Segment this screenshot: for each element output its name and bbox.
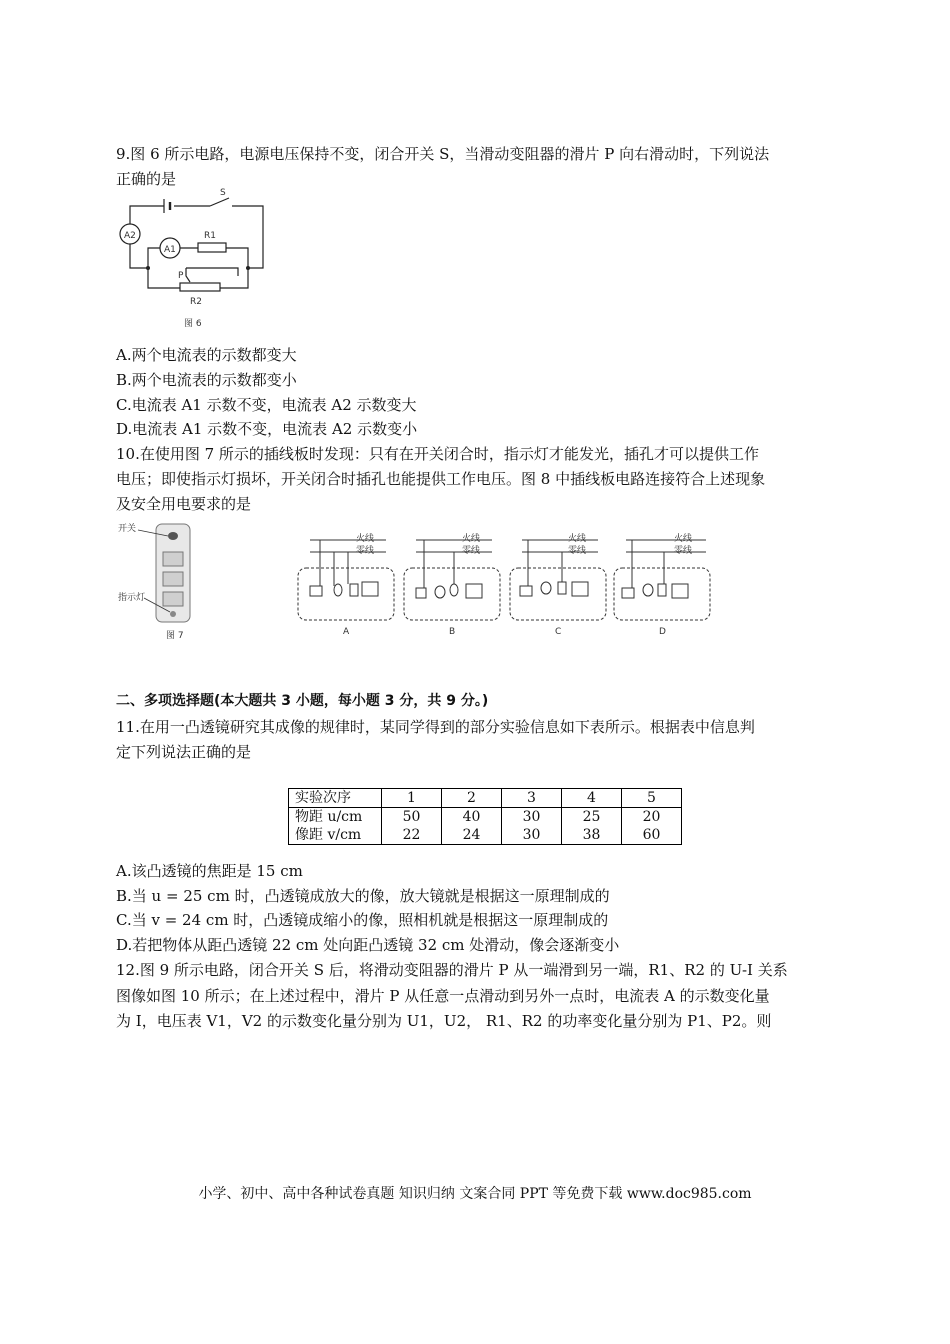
live-wire-label-a: 火线 bbox=[356, 534, 375, 544]
q11-option-d: D.若把物体从距凸透镜 22 cm 处向距凸透镜 32 cm 处滑动，像会逐渐变小 bbox=[116, 936, 620, 954]
table-row bbox=[289, 808, 682, 827]
q9-text-line2: 正确的是 bbox=[116, 170, 177, 188]
table-cell: 30 bbox=[502, 826, 562, 845]
q9-option-b: B.两个电流表的示数都变小 bbox=[116, 371, 297, 389]
switch-label: S bbox=[220, 188, 226, 198]
table-row-label: 物距 u/cm bbox=[289, 808, 382, 827]
q11-text-line1: 11.在用一凸透镜研究其成像的规律时，某同学得到的部分实验信息如下表所示。根据表中信息判 bbox=[116, 718, 755, 736]
section-2-title: 二、多项选择题(本大题共 3 小题，每小题 3 分，共 9 分。) bbox=[116, 693, 489, 709]
experiment-data-table bbox=[288, 788, 682, 845]
wiring-option-d bbox=[614, 540, 710, 620]
a2-label: A2 bbox=[124, 231, 136, 241]
table-cell: 20 bbox=[622, 808, 682, 827]
q12-text-line3: 为 I，电压表 V1，V2 的示数变化量分别为 U1，U2， R1、R2 的功率变化量分别为 P1、P2。则 bbox=[116, 1012, 772, 1030]
neutral-wire-label-c: 零线 bbox=[568, 546, 587, 556]
option-label-b: B bbox=[449, 627, 456, 637]
table-header-cell: 5 bbox=[622, 789, 682, 808]
q11-option-c: C.当 v = 24 cm 时，凸透镜成缩小的像，照相机就是根据这一原理制成的 bbox=[116, 911, 609, 929]
table-header-cell: 1 bbox=[382, 789, 442, 808]
table-header-cell: 4 bbox=[562, 789, 622, 808]
a1-label: A1 bbox=[164, 245, 176, 255]
table-cell: 60 bbox=[622, 826, 682, 845]
option-label-d: D bbox=[659, 627, 666, 637]
q11-option-a: A.该凸透镜的焦距是 15 cm bbox=[116, 862, 303, 880]
neutral-wire-label-a: 零线 bbox=[356, 546, 375, 556]
table-cell: 40 bbox=[442, 808, 502, 827]
lamp-callout-label: 指示灯 bbox=[118, 593, 146, 603]
q9-option-c: C.电流表 A1 示数不变，电流表 A2 示数变大 bbox=[116, 396, 417, 414]
indicator-lamp-icon bbox=[170, 611, 176, 617]
wiring-option-c bbox=[510, 540, 606, 620]
r1-label: R1 bbox=[204, 231, 216, 241]
table-header-cell: 实验次序 bbox=[289, 789, 382, 808]
q10-text-line2: 电压；即使指示灯损坏，开关闭合时插孔也能提供工作电压。图 8 中插线板电路连接符合上述现象 bbox=[116, 470, 766, 488]
table-cell: 25 bbox=[562, 808, 622, 827]
slider-p-label: P bbox=[178, 271, 184, 281]
figure-7-power-strip bbox=[118, 518, 208, 644]
switch-button-icon bbox=[168, 532, 178, 540]
wiring-option-a bbox=[298, 540, 394, 620]
q9-option-a: A.两个电流表的示数都变大 bbox=[116, 346, 297, 364]
switch-callout-label: 开关 bbox=[118, 524, 137, 534]
option-label-c: C bbox=[555, 627, 562, 637]
r2-label: R2 bbox=[190, 297, 202, 307]
q10-text-line1: 10.在使用图 7 所示的插线板时发现：只有在开关闭合时，指示灯才能发光，插孔才可以提供工作 bbox=[116, 445, 759, 463]
table-cell: 38 bbox=[562, 826, 622, 845]
q9-text-line1: 9.图 6 所示电路，电源电压保持不变，闭合开关 S，当滑动变阻器的滑片 P 向右滑动时，下列说法 bbox=[116, 145, 770, 163]
live-wire-label-b: 火线 bbox=[462, 534, 481, 544]
figure-7-caption: 图 7 bbox=[166, 631, 184, 641]
live-wire-label-c: 火线 bbox=[568, 534, 587, 544]
neutral-wire-label-d: 零线 bbox=[674, 546, 693, 556]
table-cell: 24 bbox=[442, 826, 502, 845]
q11-option-b: B.当 u = 25 cm 时，凸透镜成放大的像，放大镜就是根据这一原理制成的 bbox=[116, 887, 610, 905]
page-footer: 小学、初中、高中各种试卷真题 知识归纳 文案合同 PPT 等免费下载 www.doc985.com bbox=[198, 1186, 752, 1202]
table-row-label: 像距 v/cm bbox=[289, 826, 382, 845]
table-cell: 30 bbox=[502, 808, 562, 827]
q11-text-line2: 定下列说法正确的是 bbox=[116, 743, 252, 761]
table-row bbox=[289, 826, 682, 845]
q12-text-line2: 图像如图 10 所示；在上述过程中，滑片 P 从任意一点滑动到另外一点时，电流表 A 的示数变化量 bbox=[116, 987, 770, 1005]
neutral-wire-label-b: 零线 bbox=[462, 546, 481, 556]
table-row bbox=[289, 789, 682, 808]
q10-text-line3: 及安全用电要求的是 bbox=[116, 495, 252, 513]
table-cell: 22 bbox=[382, 826, 442, 845]
figure-6-circuit bbox=[118, 186, 273, 332]
wiring-option-b bbox=[404, 540, 500, 620]
live-wire-label-d: 火线 bbox=[674, 534, 693, 544]
table-header-cell: 2 bbox=[442, 789, 502, 808]
figure-6-caption: 图 6 bbox=[184, 319, 202, 329]
q9-option-d: D.电流表 A1 示数不变，电流表 A2 示数变小 bbox=[116, 420, 418, 438]
table-header-cell: 3 bbox=[502, 789, 562, 808]
figure-8-wiring-options bbox=[296, 528, 716, 644]
table-cell: 50 bbox=[382, 808, 442, 827]
option-label-a: A bbox=[343, 627, 350, 637]
q12-text-line1: 12.图 9 所示电路，闭合开关 S 后，将滑动变阻器的滑片 P 从一端滑到另一端，R1、R2 的 U-I 关系 bbox=[116, 961, 788, 979]
